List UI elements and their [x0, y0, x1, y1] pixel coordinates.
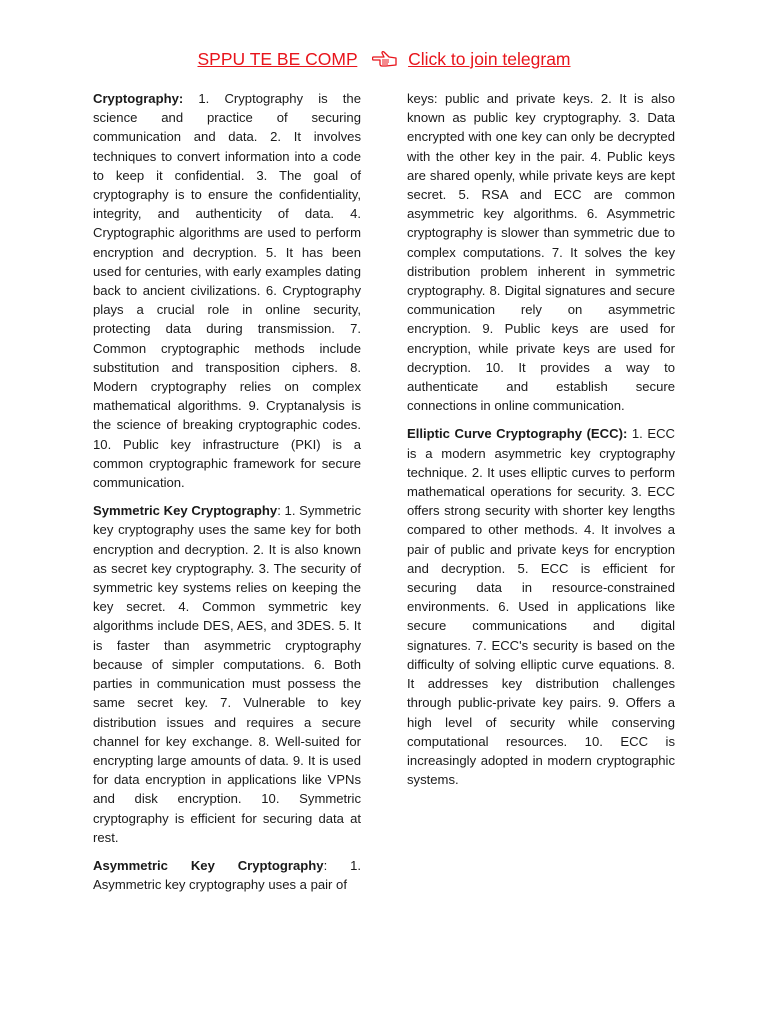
- asymmetric-continuation: keys: public and private keys. 2. It is also known as public key cryptography. 3. Data encrypted with one key can only be decrypted with the other key in the pair. 4. Public keys are shared openly, while private keys are kept secret. 5. RSA and ECC are common asymmetric key algorithms. 6. Asymmetric cryptography is slower than symmetric due to complex computations. 7. It solves the key distribution problem inherent in symmetric cryptography. 8. Digital signatures and secure communication rely on asymmetric encryption. 9. Public keys are used for encryption, while private keys are used for decryption. 10. It provides a way to authenticate and establish secure connections in online communication.: [407, 91, 675, 414]
- section-heading: Symmetric Key Cryptography: [93, 503, 278, 519]
- section-body: 1. ECC is a modern asymmetric key cryptography technique. 2. It uses elliptic curves to perform mathematical operations for security. 3. ECC offers strong security with shorter key lengths compared to other methods. 4. It involves a pair of public and private keys for encryption and decryption. 5. ECC is efficient for securing data in resource-constrained environments. 6. Used in applications like secure communications and digital signatures. 7. ECC's security is based on the difficulty of solving elliptic curve equations. 8. It addresses key distribution challenges through public-private key pairs. 9. Offers a high level of security while conserving computational resources. 10. ECC is increasingly adopted in modern cryptographic systems.: [407, 426, 676, 788]
- telegram-link-right[interactable]: Click to join telegram: [408, 49, 571, 69]
- section-heading: Asymmetric Key Cryptography: [93, 857, 324, 873]
- section-body: : 1. Asymmetric key cryptography uses a pair of: [93, 857, 361, 893]
- section-symmetric: [93, 501, 361, 847]
- section-heading: Elliptic Curve Cryptography (ECC):: [407, 426, 628, 442]
- right-column: [407, 89, 675, 798]
- section-asymmetric: [93, 856, 361, 894]
- section-body: : 1. Symmetric key cryptography uses the same key for both encryption and decryption. 2. It is also known as secret key cryptography. 3. The security of symmetric key systems relies on keeping the key secret. 4. Common symmetric key algorithms include DES, AES, and 3DES. 5. It is faster than asymmetric cryptography because of simpler computations. 6. Both parties in communication must possess the same secret key. 7. Vulnerable to key distribution issues and requires a secure channel for key exchange. 8. Well-suited for encrypting large amounts of data. 9. It is used for data encryption in applications like VPNs and disk encryption. 10. Symmetric cryptography is efficient for securing data at rest.: [93, 503, 361, 845]
- section-heading: Cryptography:: [93, 91, 184, 106]
- left-column: [93, 89, 361, 903]
- section-body: 1. Cryptography is the science and practice of securing communication and data. 2. It involves techniques to convert information into a code to keep it confidential. 3. The goal of cryptography is to ensure the confidentiality, integrity, and authenticity of data. 4. Cryptographic algorithms are used to perform encryption and decryption. 5. It has been used for centuries, with early examples dating back to ancient civilizations. 6. Cryptography plays a crucial role in online security, protecting data during transmission. 7. Common cryptographic methods include substitution and transposition ciphers. 8. Modern cryptography relies on complex mathematical algorithms. 9. Cryptanalysis is the science of breaking cryptographic codes. 10. Public key infrastructure (PKI) is a common cryptographic framework for secure communication.: [93, 91, 361, 491]
- section-cryptography: [93, 89, 361, 492]
- page-header: [0, 48, 768, 73]
- telegram-link-left[interactable]: SPPU TE BE COMP: [197, 49, 358, 69]
- pointing-hand-icon: [372, 50, 398, 73]
- section-ecc: [407, 424, 675, 789]
